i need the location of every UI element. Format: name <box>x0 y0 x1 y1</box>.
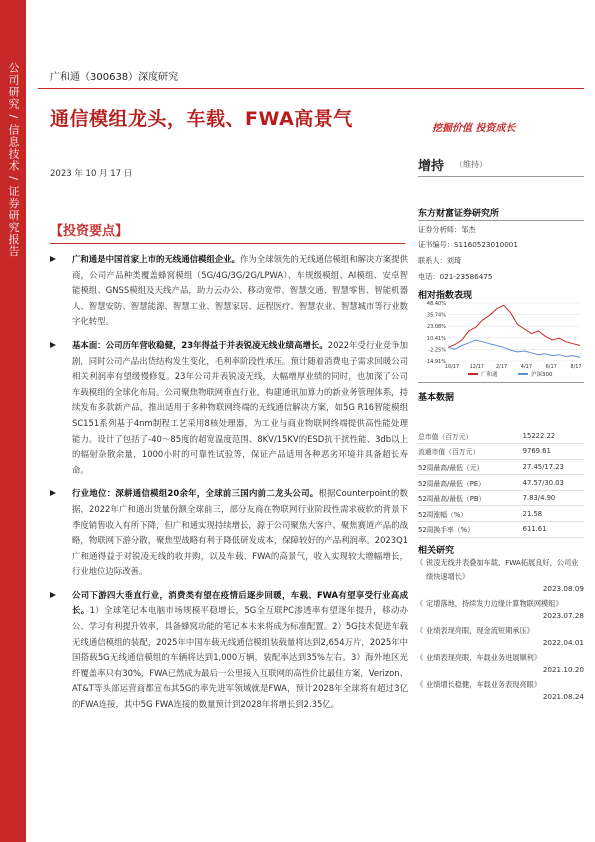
basic-data-label: 52周最高/最低（PB） <box>418 490 511 506</box>
rating-sub-label: （维持） <box>455 160 487 169</box>
basic-data-value: 21.58 <box>511 506 584 522</box>
key-point-3 <box>50 486 408 580</box>
chart-x-tick-label: 4/17 <box>520 364 533 370</box>
contact-name: 联系人：刘琦 <box>418 256 462 265</box>
key-point-body: 1）全球笔记本电脑市场规模平稳增长，5G全互联PC渗透率有望逐年提升，移动办公、学习有利提升效率，具备蜂窝功能的笔记本未来将成为标准配置。2）5G技术促进车载无线通信模组的装配，2025年中国车载无线通信模组装载量将达到2,654万片，2025年中国搭载5G无线通信模组的车辆将达到1,000万辆，装配率达到35%左右。3）海外地区光纤覆盖率只有30%，FWA已然成为最后一公里接入互联网的高性价比最佳方案，Verizon、AT&T等头部运营商都宣布其5G的率先进军领域就是FWA，预计2028年全球将有超过3亿的FWA连接，其中5G FWA连接的数量预计到2028年将增长到2.35亿。 <box>72 605 409 710</box>
related-research-title[interactable]: 《 业绩增长稳健，车载业务表现亮眼》 <box>418 678 584 692</box>
key-point-1 <box>50 252 408 330</box>
key-point-lead: 行业地位：深耕通信模组20余年，全球前三国内前二龙头公司。 <box>72 488 319 499</box>
institute-divider <box>418 220 584 221</box>
chart-y-tick-label: 10.41% <box>426 335 446 342</box>
key-point-body: 2022年受行业竞争加剧，同时公司产品出货结构发生变化，毛利率阶段性承压。预计随着消费电子需求回暖公司相关利润率有望缓慢修复。23年公司并表锐凌无线，大幅增厚业绩的同时，也加深了公司车载模组的全球化布局。公司聚焦物联网垂直行业，构建通讯加算力的新业务管理体系，持续发布多款新产品，推出适用于多种物联网终端的无线通信解决方案，如5G R16智能模组SC151系列基于4nm制程工艺采用8核处理器，为工业与商业物联网终端提供高性能处理能力。设计了包括了-40～85度的超宽温度范围、8KV/15KV的ESD抗干扰性能、3db以上的辐射杂散余量，1000小时的可靠性试验等，保证产品适用各种恶劣环境并具备超长寿命。 <box>72 339 408 475</box>
basic-data-row <box>418 506 584 522</box>
bullet-arrow-icon <box>50 490 57 497</box>
rating-label: 增持 <box>418 159 445 174</box>
side-category-text: 公司研究 / 信息技术 / 证券研究报告 <box>7 62 20 258</box>
bullet-arrow-icon <box>50 592 57 599</box>
bullet-arrow-icon <box>50 256 57 263</box>
related-research-title[interactable]: 《 业绩表现亮眼，车载业务进展顺利》 <box>418 651 584 665</box>
report-date: 2023 年 10 月 17 日 <box>50 169 133 179</box>
basic-data-value: 611.61 <box>511 522 584 538</box>
chart-y-ticks <box>425 301 446 365</box>
key-point-lead: 基本面：公司历年营收稳健，23年得益于并表锐凌无线业绩高增长。 <box>72 339 328 350</box>
legend-label-2: 沪深300 <box>531 372 553 378</box>
basic-data-row <box>418 475 584 491</box>
related-research-date: 2021.08.24 <box>542 692 584 701</box>
chart-x-ticks <box>445 364 582 370</box>
basic-data-value: 7.83/4.90 <box>511 490 584 506</box>
chart-x-tick-label: 6/17 <box>545 364 557 370</box>
chart-legend <box>468 370 553 378</box>
key-point-4 <box>50 588 408 713</box>
related-research-list <box>418 556 584 705</box>
related-research-date: 2022.04.01 <box>542 638 584 647</box>
basic-data-row <box>418 490 584 506</box>
basic-data-value: 27.45/17.23 <box>511 459 584 475</box>
basic-data-heading: 基本数据 <box>418 393 455 403</box>
related-research-title[interactable]: 《 定增落地，持续发力边缘计算物联网模组》 <box>418 597 584 611</box>
chart-y-tick-label: 23.08% <box>426 324 446 331</box>
analyst-name: 证券分析师：邹杰 <box>418 225 476 234</box>
basic-data-table <box>418 428 584 538</box>
basic-data-label: 52周最高/最低（元） <box>418 459 511 475</box>
chart-y-tick-label: -14.91% <box>425 359 446 365</box>
institute-name: 东方财富证券研究所 <box>418 209 500 219</box>
chart-x-tick-label: 8/17 <box>570 364 582 370</box>
chart-divider <box>418 382 584 383</box>
chart-y-tick-label: 48.40% <box>426 301 446 307</box>
key-point-lead: 广和通是中国首家上市的无线通信模组企业。 <box>72 254 241 264</box>
key-point-lead: 公司下游四大垂直行业，消费类有望在疫情后逐步回暖，车载、FWA有望享受行业高成长。 <box>72 589 408 616</box>
report-title: 通信模组龙头，车载、FWA高景气 <box>50 108 353 130</box>
rating-divider <box>418 176 584 177</box>
chart-x-tick-label: 2/17 <box>495 364 508 370</box>
related-research-title[interactable]: 《 锐凌无线并表叠加车载、FWA拓展良好，公司业绩快速增长》 <box>418 556 584 584</box>
related-research-title[interactable]: 《 业绩表现亮眼，现金流短期承压》 <box>418 624 584 638</box>
key-point-body: 作为全球领先的无线通信模组和解决方案提供商，公司产品种类覆盖蜂窝模组（5G/4G/3G/2G/LPWA）、车规级模组、AI模组、安卓智能模组、GNSS模组及天线产品，助力云办公、移动宽带、智慧交通、智慧零售、智能机器人、智慧安防、智慧能源、智慧工业、智慧家居、远程医疗、智慧农业、智慧城市等行业数字化转型。 <box>72 254 409 327</box>
legend-label-1: 广和通 <box>481 372 498 378</box>
chart-y-tick-label: -2.25% <box>428 347 446 354</box>
basic-data-label: 52周最高/最低（PE） <box>418 475 511 491</box>
bullet-arrow-icon <box>50 342 57 349</box>
phone-number: 电话：021-23586475 <box>418 272 493 281</box>
basic-data-value: 9769.61 <box>511 444 584 460</box>
relative-index-chart <box>418 297 584 379</box>
brand-slogan: 挖掘价值 投资成长 <box>432 123 516 134</box>
related-research-date: 2023.07.28 <box>542 611 584 620</box>
basic-data-label: 52周换手率（%） <box>418 522 511 538</box>
key-points <box>50 252 408 721</box>
section-heading: 【投资要点】 <box>50 224 129 239</box>
basic-data-row <box>418 522 584 538</box>
chart-y-tick-label: 35.74% <box>426 312 446 319</box>
chart-x-tick-label: 10/17 <box>444 364 460 370</box>
basic-data-label: 流通市值（百万元） <box>418 444 511 460</box>
index-chart-heading: 相对指数表现 <box>418 291 473 301</box>
key-point-2 <box>50 338 408 478</box>
basic-data-row <box>418 428 584 444</box>
chart-series-line-2 <box>448 340 580 357</box>
cert-number: 证书编号：S1160523010001 <box>418 240 518 249</box>
section-divider <box>50 243 405 244</box>
related-research-date: 2021.10.20 <box>542 665 584 674</box>
key-point-body: 根据Counterpoint的数据，2022年广和通出货量份额全球前三，部分友商在物联网行业阶段性需求疲软的背景下季度销售收入有所下降，但广和通实现持续增长，源于公司聚焦大客户、聚焦赛道产品的战略，物联网下游分散，聚焦型战略有利于降低研发成本，保障较好的产品利润率。2023Q1广和通得益于对锐凌无线的收并购，以及车载、FWA的高景气，收入实现较大增幅增长，行业地位边际改善。 <box>72 488 408 577</box>
basic-data-row <box>418 444 584 460</box>
related-research-heading: 相关研究 <box>418 546 455 556</box>
basic-data-label: 总市值（百万元） <box>418 428 511 444</box>
side-bar <box>0 0 26 842</box>
basic-data-value: 15222.22 <box>511 428 584 444</box>
basic-data-value: 47.57/30.03 <box>511 475 584 491</box>
chart-x-tick-label: 12/17 <box>469 364 485 370</box>
basic-data-label: 52周涨幅（%） <box>418 506 511 522</box>
basic-data-row <box>418 459 584 475</box>
header-divider <box>38 88 584 89</box>
related-research-date: 2023.08.09 <box>542 584 584 593</box>
report-breadcrumb: 广和通（300638）深度研究 <box>50 72 179 83</box>
